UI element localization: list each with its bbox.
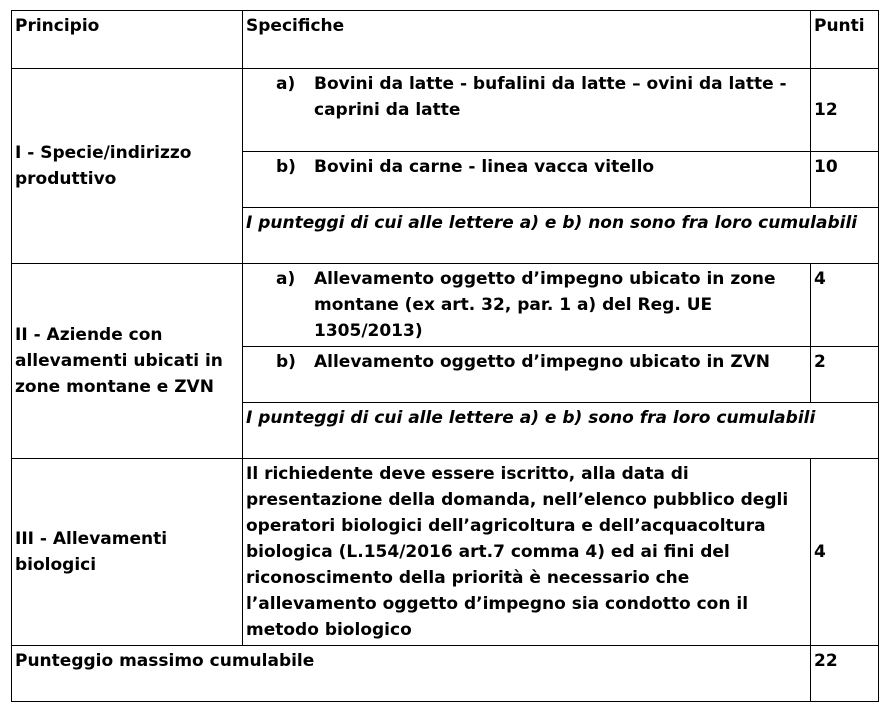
principio-cell-2: II - Aziende con allevamenti ubicati in zone montane e ZVN <box>12 264 243 459</box>
principio-cell-3: III - Allevamenti biologici <box>12 459 243 646</box>
item-letter: a) <box>276 74 296 94</box>
item-letter: b) <box>276 352 296 372</box>
table-row <box>12 69 879 152</box>
header-row <box>12 11 879 69</box>
total-row <box>12 646 879 702</box>
list-item <box>246 266 807 344</box>
total-points: 22 <box>811 646 879 702</box>
list-item <box>246 349 807 375</box>
points-cell: 4 <box>811 264 879 347</box>
points-cell: 4 <box>811 459 879 646</box>
note-cell: I punteggi di cui alle lettere a) e b) non sono fra loro cumulabili <box>243 208 879 264</box>
item-text: Bovini da carne - linea vacca vitello <box>314 157 655 177</box>
item-text: Allevamento oggetto d’impegno ubicato in zone montane (ex art. 32, par. 1 a) del Reg. UE 1305/2013) <box>314 269 776 341</box>
points-cell: 2 <box>811 347 879 403</box>
points-cell: 10 <box>811 152 879 208</box>
note-cell: I punteggi di cui alle lettere a) e b) sono fra loro cumulabili <box>243 403 879 459</box>
spec-cell <box>243 69 811 152</box>
header-specifiche: Specifiche <box>243 11 811 69</box>
spec-cell <box>243 347 811 403</box>
points-cell: 12 <box>811 69 879 152</box>
item-text: Bovini da latte - bufalini da latte – ovini da latte - caprini da latte <box>314 74 787 120</box>
list-item <box>246 71 807 123</box>
criteria-table <box>11 10 879 702</box>
header-principio: Principio <box>12 11 243 69</box>
spec-cell <box>243 264 811 347</box>
table-row <box>12 264 879 347</box>
spec-cell <box>243 152 811 208</box>
item-letter: a) <box>276 269 296 289</box>
principio-cell-1: I - Specie/indirizzo produttivo <box>12 69 243 264</box>
header-punti: Punti <box>811 11 879 69</box>
item-letter: b) <box>276 157 296 177</box>
item-text: Allevamento oggetto d’impegno ubicato in ZVN <box>314 352 771 372</box>
spec-cell: Il richiedente deve essere iscritto, alla data di presentazione della domanda, nell’elenco pubblico degli operatori biologici dell’agricoltura e dell’acquacoltura biologica (L.154/2016 art.7 comma 4) ed ai fini del riconoscimento della priorità è necessario che l’allevamento oggetto d’impegno sia condotto con il metodo biologico <box>243 459 811 646</box>
list-item <box>246 154 807 180</box>
table-row <box>12 459 879 646</box>
total-label: Punteggio massimo cumulabile <box>12 646 811 702</box>
